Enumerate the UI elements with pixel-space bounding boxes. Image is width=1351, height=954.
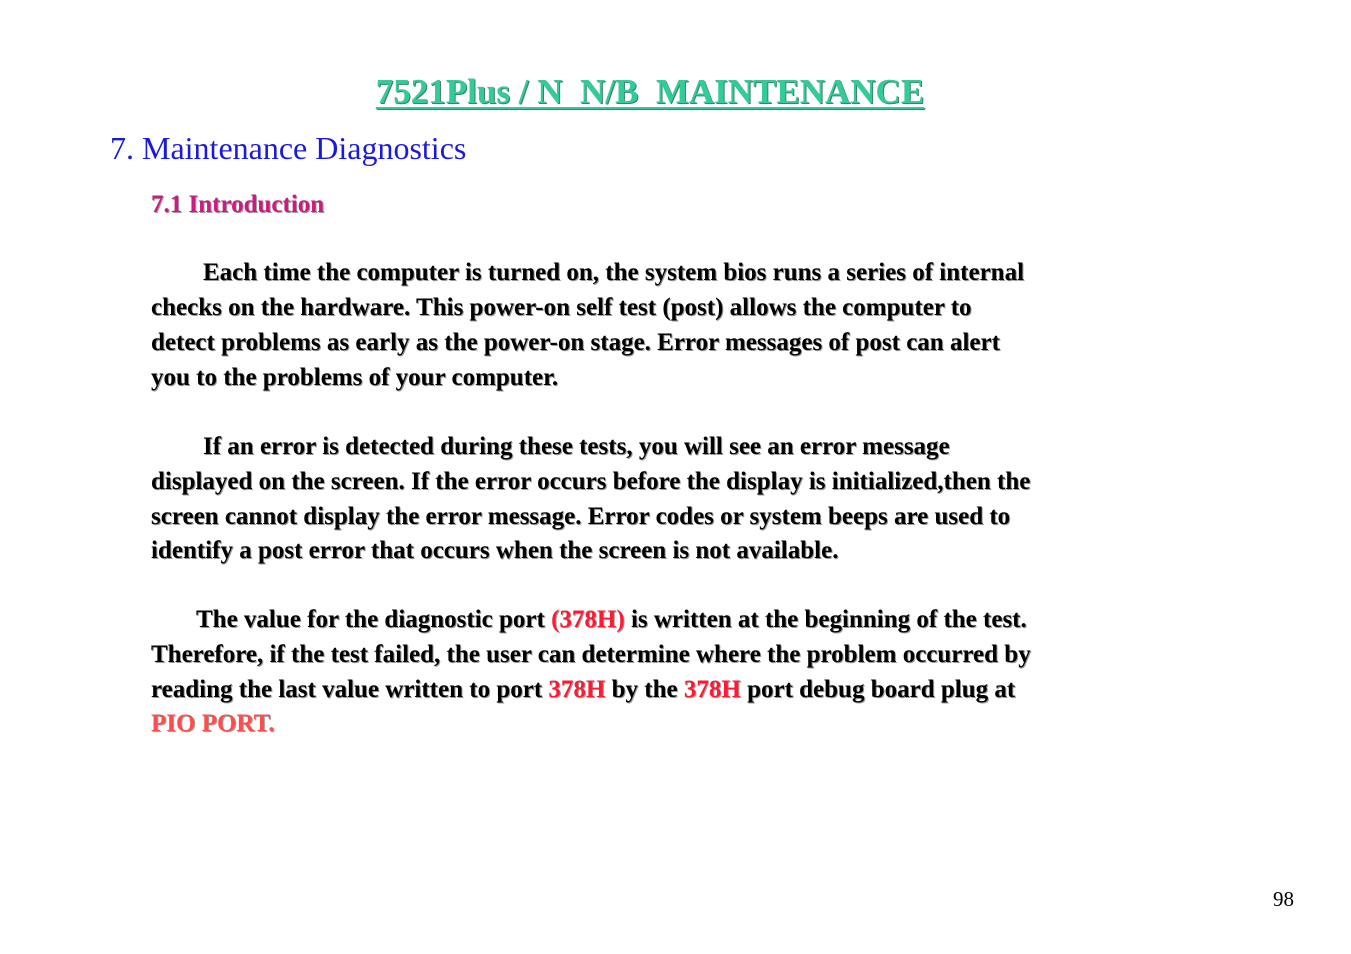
paragraph3-line3 bbox=[151, 676, 1015, 704]
paragraph1-line4: you to the problems of your computer. bbox=[151, 364, 559, 391]
section-heading: 7. Maintenance Diagnostics bbox=[110, 130, 467, 166]
paragraph3-line1-text-a: The value for the diagnostic port bbox=[196, 606, 552, 633]
diagnostic-port-value: (378H) bbox=[551, 606, 625, 633]
page-number: 98 bbox=[1273, 887, 1294, 911]
paragraph3-line1-text-b: is written at the beginning of the test. bbox=[624, 606, 1027, 633]
port-value-2: 378H bbox=[683, 676, 741, 703]
paragraph3-line3-text-b: by the bbox=[605, 676, 684, 703]
paragraph1-line3: detect problems as early as the power-on stage. Error messages of post can alert bbox=[151, 329, 1000, 356]
port-value-1: 378H bbox=[548, 676, 606, 703]
pio-port-label: PIO PORT. bbox=[151, 710, 275, 737]
paragraph1-line2: checks on the hardware. This power-on self test (post) allows the computer to bbox=[151, 294, 972, 321]
paragraph2-line1: If an error is detected during these tests, you will see an error message bbox=[203, 433, 950, 460]
paragraph1-line1: Each time the computer is turned on, the system bios runs a series of internal bbox=[203, 259, 1025, 286]
document-title: 7521Plus / N N/B MAINTENANCE bbox=[375, 72, 925, 111]
paragraph2-line4: identify a post error that occurs when the screen is not available. bbox=[151, 537, 839, 564]
paragraph3-line3-text-a: reading the last value written to port bbox=[151, 676, 549, 703]
paragraph3-line3-text-c: port debug board plug at bbox=[740, 676, 1016, 703]
paragraph3-line2: Therefore, if the test failed, the user can determine where the problem occurred by bbox=[151, 641, 1031, 668]
subsection-heading: 7.1 Introduction bbox=[151, 191, 325, 218]
paragraph2-line2: displayed on the screen. If the error occurs before the display is initialized,then the bbox=[151, 468, 1031, 495]
paragraph3-line1 bbox=[196, 606, 1027, 634]
paragraph2-line3: screen cannot display the error message. Error codes or system beeps are used to bbox=[151, 503, 1011, 530]
